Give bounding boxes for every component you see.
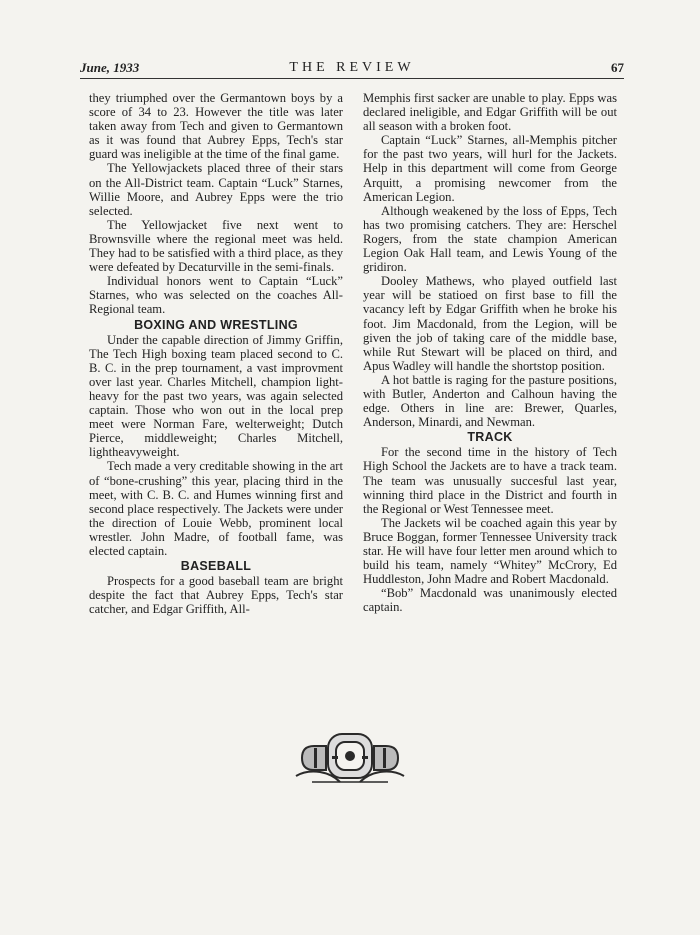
section-heading-baseball: BASEBALL	[180, 559, 252, 574]
paragraph: The Yellowjackets placed three of their stars on the All-District team. Captain “Luck” Starnes, Willie Moore, and Aubrey Epps were the trio selected.	[89, 161, 343, 218]
paragraph: Memphis first sacker are unable to play. Epps was declared ineligible, and Edgar Griffith will be out all season with a broken foot.	[363, 91, 617, 134]
paragraph: Dooley Mathews, who played outfield last year will be statioed on first base to fill the vacancy left by Edgar Griffith when he broke his foot. Jim Macdonald, from the Legion, will be given the job of taking care of the middle base, while Rut Stewart will be placed on third, and Apus Wadley will handle the shortstop position.	[363, 274, 617, 373]
paragraph: Although weakened by the loss of Epps, Tech has two promising catchers. They are: Herschel Rogers, from the state champion American Legion Oak Hall team, and Lewis Young of the gridiron.	[363, 203, 617, 275]
section-heading-boxing: BOXING AND WRESTLING	[134, 317, 298, 332]
page-header	[80, 60, 624, 80]
paragraph: The Yellowjacket five next went to Brownsville where the regional meet was held. They had to be satisfied with a third place, as they were defeated by Decaturville in the semi-finals.	[89, 217, 343, 275]
publication-title: THE REVIEW	[289, 60, 415, 75]
paragraph: Tech made a very creditable showing in the art of “bone-crushing” this year, placing third in the meet, with C. B. C. and Humes winning first and second place respectively. The Jackets were under the direction of Louie Webb, prominent local wrestler. John Madre, of football fame, was elected captain.	[89, 459, 343, 558]
paragraph: Prospects for a good baseball team are bright despite the fact that Aubrey Epps, Tech's star catcher, and Edgar Griffith, All-	[89, 574, 343, 617]
paragraph: A hot battle is raging for the pasture positions, with Butler, Anderton and Calhoun having the edge. Others in line are: Brewer, Quarles, Anderson, Minardi, and Newman.	[363, 372, 617, 430]
paragraph: Under the capable direction of Jimmy Griffin, The Tech High boxing team placed second to C. B. C. in the prep tournament, a vast improvment over last year. Charles Mitchell, champion light-heavy for the past two years, was again selected captain. Those who won out in the local prep meet were Norman Fare, welterweight; Dutch Pierce, middleweight; Charles Mitchell, lightheavyweight.	[89, 332, 343, 460]
paragraph: “Bob” Macdonald was unanimously elected captain.	[363, 586, 617, 615]
paragraph: they triumphed over the Germantown boys by a score of 34 to 23. However the title was later taken away from Tech and given to Germantown as it was found that Aubrey Epps, Tech's star guard was ineligible at the time of the final game.	[89, 91, 343, 162]
header-rule	[80, 78, 624, 79]
paragraph: The Jackets wil be coached again this year by Bruce Boggan, former Tennessee University track star. He will have four letter men around which to build his team, namely “Whitey” McCrory, Ed Huddleston, John Madre and Robert Macdonald.	[363, 515, 617, 587]
right-column	[363, 91, 617, 614]
left-column	[89, 91, 343, 616]
issue-date: June, 1933	[80, 60, 140, 75]
paragraph: Captain “Luck” Starnes, all-Memphis pitcher for the past two years, will hurl for the Jackets. Help in this department will come from George Arquitt, a promising newcomer from the American Legion.	[363, 133, 617, 204]
decorative-ornament-icon	[292, 726, 408, 788]
page-number: 67	[611, 60, 624, 75]
paragraph: For the second time in the history of Tech High School the Jackets are to have a track team. The team was unusually succesful last year, winning third place in the District and fourth in the Regional or West Tennessee meet.	[363, 445, 617, 516]
section-heading-track: TRACK	[467, 430, 513, 445]
paragraph: Individual honors went to Captain “Luck” Starnes, who was selected on the coaches All-Regional team.	[89, 274, 343, 317]
